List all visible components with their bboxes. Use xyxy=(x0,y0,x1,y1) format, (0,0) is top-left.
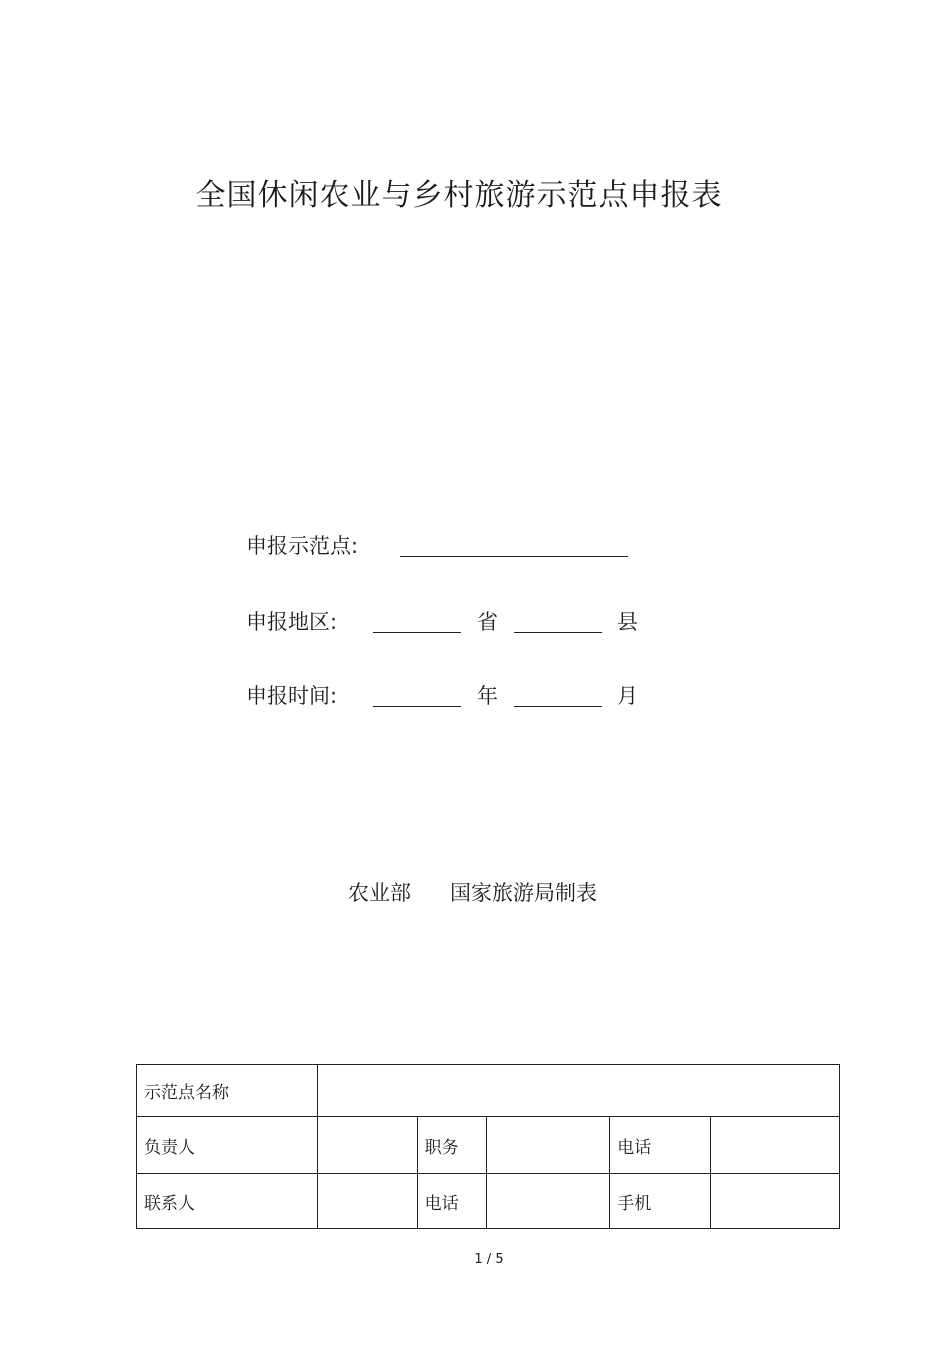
region-label: 申报地区: xyxy=(246,610,338,634)
phone-label: 电话 xyxy=(610,1117,711,1174)
province-suffix: 省 xyxy=(477,610,498,634)
contact-cell[interactable] xyxy=(317,1174,417,1229)
site-field-row xyxy=(246,530,646,560)
site-name-label: 示范点名称 xyxy=(137,1065,318,1117)
mobile-cell[interactable] xyxy=(711,1174,840,1229)
site-blank[interactable] xyxy=(400,556,628,557)
table-row xyxy=(137,1174,840,1229)
person-in-charge-label: 负责人 xyxy=(137,1117,318,1174)
year-blank[interactable] xyxy=(373,706,461,707)
site-label: 申报示范点: xyxy=(246,534,359,558)
page-number: 1 / 5 xyxy=(474,1252,504,1267)
site-name-cell[interactable] xyxy=(317,1065,839,1117)
month-blank[interactable] xyxy=(514,706,602,707)
form-title: 全国休闲农业与乡村旅游示范点申报表 xyxy=(195,178,723,213)
county-blank[interactable] xyxy=(514,632,602,633)
contact-phone-cell[interactable] xyxy=(486,1174,610,1229)
issuer-ministry: 农业部 xyxy=(348,881,411,905)
contact-phone-label: 电话 xyxy=(417,1174,486,1229)
issuer-bureau: 国家旅游局制表 xyxy=(450,881,597,905)
contact-label: 联系人 xyxy=(137,1174,318,1229)
region-field-row xyxy=(246,606,666,636)
province-blank[interactable] xyxy=(373,632,461,633)
time-field-row xyxy=(246,680,666,710)
county-suffix: 县 xyxy=(617,610,638,634)
info-table xyxy=(136,1064,840,1229)
position-cell[interactable] xyxy=(486,1117,610,1174)
time-label: 申报时间: xyxy=(246,684,338,708)
person-in-charge-cell[interactable] xyxy=(317,1117,417,1174)
table-row xyxy=(137,1117,840,1174)
table-row xyxy=(137,1065,840,1117)
month-suffix: 月 xyxy=(617,684,638,708)
mobile-label: 手机 xyxy=(610,1174,711,1229)
position-label: 职务 xyxy=(417,1117,486,1174)
phone-cell[interactable] xyxy=(711,1117,840,1174)
year-suffix: 年 xyxy=(477,684,498,708)
